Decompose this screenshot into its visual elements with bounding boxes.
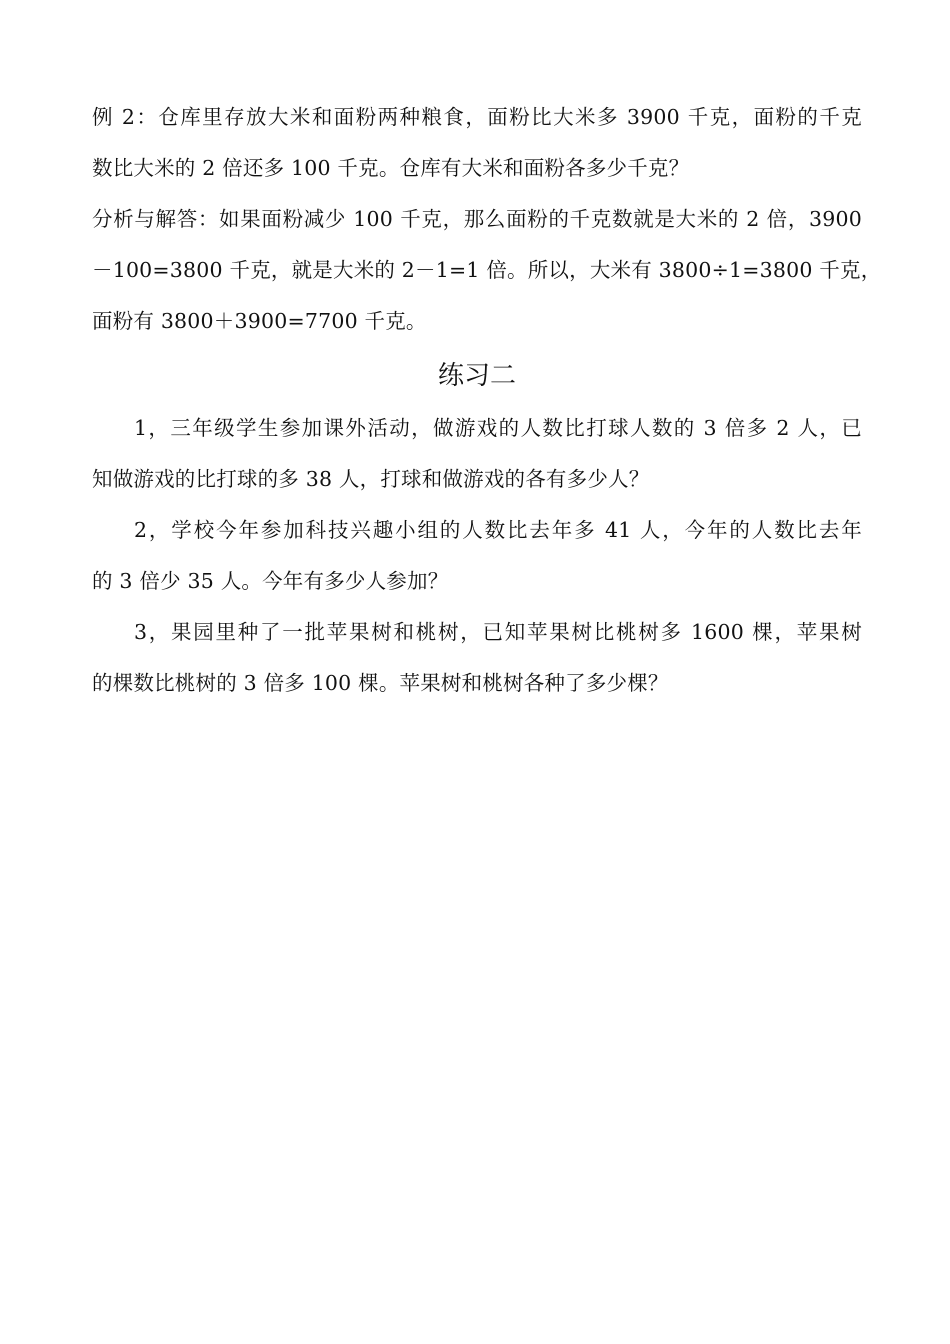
practice-problem-2: [92, 505, 862, 607]
problem-1-line-1: 1，三年级学生参加课外活动，做游戏的人数比打球人数的 3 倍多 2 人，已: [134, 416, 862, 440]
problem-2-line-2: 的 3 倍少 35 人。今年有多少人参加？: [92, 569, 449, 593]
example-block: [92, 92, 882, 347]
problem-3-line-2: 的棵数比桃树的 3 倍多 100 棵。苹果树和桃树各种了多少棵？: [92, 671, 669, 695]
document-page: [92, 92, 882, 709]
practice-title: 练习二: [437, 361, 516, 391]
example-question-line-1: 例 2：仓库里存放大米和面粉两种粮食，面粉比大米多 3900 千克，面粉的千克: [92, 105, 862, 129]
practice-problem-1: [92, 403, 862, 505]
example-question-line-2: 数比大米的 2 倍还多 100 千克。仓库有大米和面粉各多少千克？: [92, 156, 690, 180]
example-analysis-line-1: 分析与解答：如果面粉减少 100 千克，那么面粉的千克数就是大米的 2 倍，3900: [92, 207, 862, 231]
example-analysis-line-2: －100=3800 千克，就是大米的 2－1=1 倍。所以，大米有 3800÷1=3800 千克，: [92, 258, 882, 282]
practice-problem-3: [92, 607, 862, 709]
problem-3-line-1: 3，果园里种了一批苹果树和桃树，已知苹果树比桃树多 1600 棵，苹果树: [134, 620, 862, 644]
problem-1-line-2: 知做游戏的比打球的多 38 人，打球和做游戏的各有多少人？: [92, 467, 650, 491]
example-analysis-line-3: 面粉有 3800＋3900=7700 千克。: [92, 309, 427, 333]
problem-2-line-1: 2，学校今年参加科技兴趣小组的人数比去年多 41 人，今年的人数比去年: [134, 518, 862, 542]
